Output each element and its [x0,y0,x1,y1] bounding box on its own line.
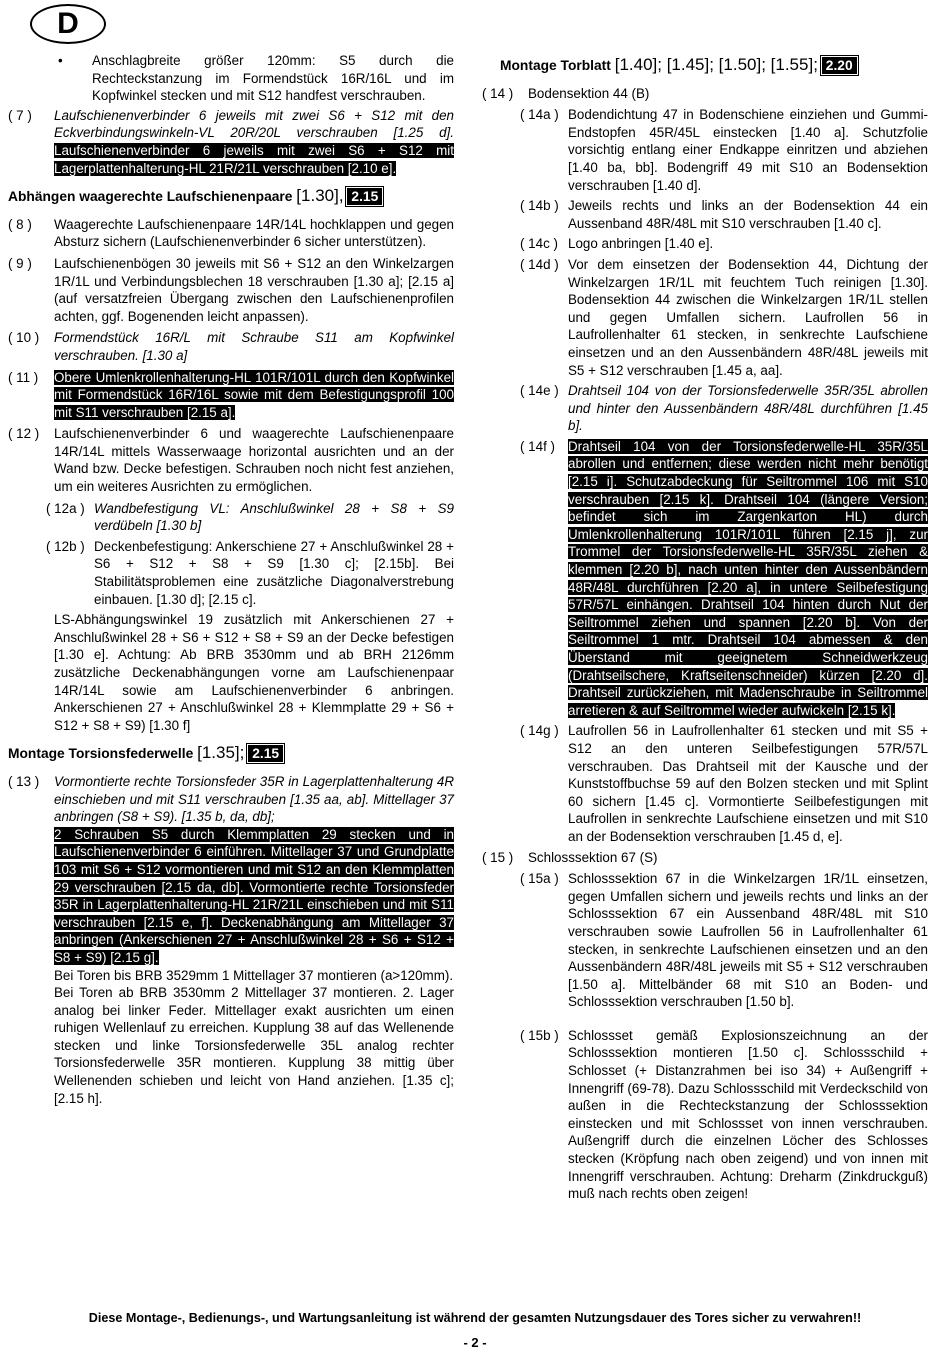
step-text: Laufrollen 56 in Laufrollenhalter 61 stecken und mit S5 + S12 an den unteren Seilbefestigungen 57R/57L verschrauben. Das Drahtseil mit der Kausche und der Kunststoffbuchse 59 auf den Bolzen stecken und mit Splint 60 sichern [1.45 c]. Vormontierte Seilbefestigungen mit Laufrollen in senkrechte Laufschiene einsetzen und mit S10 an der Bodensektion verschrauben [1.45 d, e]. [568,723,928,844]
step-number: ( 15b ) [520,1027,559,1043]
heading-ref: [1.40]; [1.45]; [1.50]; [1.55]; [614,55,818,74]
step-14f [520,438,928,720]
step-12a [46,500,454,535]
step-12 [8,425,454,495]
step-number: ( 14d ) [520,256,559,272]
step-11 [8,369,454,422]
heading-text: Montage Torblatt [500,58,611,73]
step-8 [8,216,454,251]
page-number: - 2 - [463,1335,487,1350]
step-14d [520,256,928,379]
step-text: Bodendichtung 47 in Bodenschiene einziehen und Gummi-Endstopfen 45R/45L einstecken [1.40 a]. Schutzfolie vorsichtig entlang einer Endkappe einritzen und abziehen [1.40 ba, bb]. Bodengriff 49 mit S10 an Bodensektion verschrauben [1.40 d]. [568,107,928,193]
step-number: ( 13 ) [8,773,40,789]
step-10 [8,329,454,364]
heading-text: Abhängen waagerechte Laufschienenpaare [8,189,293,205]
step-number: ( 10 ) [8,330,40,346]
step-text: Bei Toren bis BRB 3529mm 1 Mittellager 37 montieren (a>120mm). [54,967,454,983]
heading-ref-box: 2.15 [347,188,382,205]
step-text: Deckenbefestigung: Ankerschiene 27 + Anschlußwinkel 28 + S6 + S12 + S8 + S9 [1.30 c]; [2.15b]. Bei Stabilitätsproblemen eine zusätzliche Diagonalverstrebung einbauen. [1.30 d]; [2.15 c]. [94,538,454,607]
step-number: ( 15a ) [520,871,559,887]
step-14b [520,197,928,232]
step-7 [8,107,454,177]
step-14a [520,106,928,194]
step-number: ( 14g ) [520,723,559,739]
step-number: ( 14c ) [520,236,558,252]
step-12-note: LS-Abhängungswinkel 19 zusätzlich mit Ankerschienen 27 + Anschlußwinkel 28 + S6 + S12 + S8 + S9 an der Decke befestigen [1.30 e]. Achtung: Ab BRB 3530mm und ab BRH 2126mm zusätzliche Deckenabhängungen vorne am Laufschienenpaar 14R/14L sowie am Laufschienenverbinder 6 anbringen. Ankerschienen 27 + Anschlußwinkel 28 + Klemmplatte 29 + S6 + S12 + S8 + S9) [1.30 f] [54,612,454,733]
country-badge [30,4,106,44]
step-text-highlight: 2 Schrauben S5 durch Klemmplatten 29 stecken und in Laufschienenverbinder 6 einführen. Mittellager 37 und Grundplatte 103 mit S6 + S12 vormontieren und mit S12 an den Klemmplatten 29 verschrauben [2.15 da, db]. Vormontierte rechte Torsionsfeder 35R in Lagerplattenhalterung-HL 21R/21L einschieben und mit S11 verschrauben [2.15 e, f]. Deckenabhängung am Mittellager 37 anbringen (Ankerschienen 27 + Anschlußwinkel 28 + S6 + S12 + S8 + S9) [2.15 g]. [54,826,454,965]
section-heading [8,744,454,763]
step-text: Schlossset gemäß Explosionszeichnung an der Schlosssektion montieren [1.50 c]. Schlossschild + Schlosset (+ Distanzrahmen bei iso 34) + Außengriff + Innengriff (69-78). Dazu Schlossschild mit Verdeckschild von außen in die Rechteckstanzung der Schlosssektion einstecken und mit Schlossset von innen verschrauben. Außengriff durch die einzelnen Löcher des Schlosses stecken (Kröpfung nach oben zeigend) und von innen mit Innengriff verschrauben. Achtung: Dreharm (Zinkdruckguß) muß nach rechts oben zeigen! [568,1027,928,1202]
step-13 [8,773,454,1107]
step-9 [8,255,454,325]
step-text: Bei Toren ab BRB 3530mm 2 Mittellager 37 montieren. 2. Lager analog bei linker Feder. Mittellager exakt ausrichten um einen ruhigen Wellenlauf zu erreichen. Kupplung 38 auf das Wellenende stecken und linke Torsionsfederwelle 35L analog rechter Torsionsfederwelle 35R montieren. Kupplung 38 mittig über Wellenenden schieben und leicht von Hand anziehen. [1.35 c]; [2.15 h]. [54,985,454,1106]
step-number: ( 12a ) [46,500,85,516]
step-number: ( 15 ) [482,849,514,865]
step-number: ( 14e ) [520,383,559,399]
step-text: Schlosssektion 67 in die Winkelzargen 1R/1L einsetzen, gegen Umfallen sichern und jeweils rechts und links an der Schlosssektion 67 ein Aussenband 48R/48L mit S10 verschrauben sowie Laufrollen 56 in Laufrollenhalter 61 stecken, in senkrechte Laufschienen einsetzen und an den Aussenbändern 48R/48L jeweils mit S5 + S12 verschrauben [1.50 a]. Mittelbänder 68 mit S10 an Boden- und Schlosssektion verschrauben [1.50 b]. [568,871,928,1010]
step-text: Vormontierte rechte Torsionsfeder 35R in Lagerplattenhalterung 4R einschieben und mit S11 verschrauben [1.35 aa, ab]. Mittellager 37 anbringen (S8 + S9). [1.35 b, da, db]; [54,773,454,825]
step-number: ( 9 ) [8,255,32,271]
step-number: ( 14a ) [520,107,559,123]
step-text: Waagerechte Laufschienenpaare 14R/14L hochklappen und gegen Absturz sichern (Laufschienenverbinder 6 sicher unterstützen). [54,216,454,250]
list-item [54,52,454,105]
footer-note: Diese Montage-, Bedienungs-, und Wartungsanleitung ist während der gesamten Nutzungsdauer des Tores sicher zu verwahren!! [88,1311,862,1325]
step-number: ( 12b ) [46,538,85,554]
step-text: Logo anbringen [1.40 e]. [568,236,714,252]
step-text: Drahtseil 104 von der Torsionsfederwelle 35R/35L abrollen und hinter den Aussenbändern 48R/48L durchführen [1.45 b]. [568,383,928,434]
step-text: Laufschienenverbinder 6 und waagerechte Laufschienenpaare 14R/14L mittels Wasserwaage horizontal ausrichten und an der Wand bzw. Decke befestigen. Schrauben noch nicht fest anziehen, um ein weiteres Ausrichten zu ermöglichen. [54,426,454,495]
step-14c [520,235,928,253]
step-text: Laufschienenbögen 30 jeweils mit S6 + S12 an den Winkelzargen 1R/1L und Verbindungsblechen 18 verschrauben [1.30 a]; [2.15 a] (auf versatzfreien Übergang zwischen den Laufschienenprofilen achten, ggf. Bogenenden leicht anpassen). [54,255,454,324]
step-text: Wandbefestigung VL: Anschlußwinkel 28 + S8 + S9 verdübeln [1.30 b] [94,500,454,534]
step-12b [46,538,454,608]
step-14g [520,722,928,845]
step-15 [482,849,928,867]
step-text: Formendstück 16R/L mit Schraube S11 am Kopfwinkel verschrauben. [1.30 a] [54,330,454,363]
step-number: ( 14b ) [520,198,559,214]
step-number: ( 11 ) [8,369,39,385]
step-14 [482,85,928,103]
step-number: ( 12 ) [8,426,40,442]
step-number: ( 7 ) [8,107,32,123]
country-code: D [57,7,79,40]
heading-ref-box: 2.20 [822,57,857,74]
step-text-highlight: Drahtseil 104 von der Torsionsfederwelle-HL 35R/35L abrollen und entfernen; diese werden nicht mehr benötigt [2.15 i]. Schutzabdeckung für Seiltrommel 106 mit S10 verschrauben [2.15 k]. Drahtseil 104 (längere Version; befindet sich im Zargenkarton HL) durch Umlenkrollenhalterung 101R/101L führen [2.15 j], zur Trommel der Torsionsfederwelle-HL 35R/35L ziehen & klemmen [2.20 b], nach unten hinter den Aussenbändern 48R/48L durchführen [2.20 a], in untere Seilbefestigung 57R/57L einhängen. Drahtseil 104 hinten durch Nut der Seiltrommel ziehen und spannen [2.20 b]. Von der Seiltrommel 1 mtr. Drahtseil 104 abmessen & den Überstand mit geeignetem Schneidwerkzeug (Drahtseilschere, Kraftseitenschneider) kürzen [2.20 d]. Drahtseil zurückziehen, mit Madenschraube in Seiltrommel arretieren & auf Seiltrommel wieder aufwickeln [2.15 k]. [568,438,928,718]
step-text-highlight: Obere Umlenkrollenhalterung-HL 101R/101L durch den Kopfwinkel mit Formendstück 16R/16L sowie mit dem Befestigungsprofil 100 mit S11 verschrauben [2.15 a]. [54,369,454,420]
heading-ref: [1.35]; [197,743,245,763]
heading-text: Montage Torsionsfederwelle [8,746,194,762]
bullet-icon: • [58,53,63,68]
step-number: ( 8 ) [8,216,32,232]
left-column [8,52,454,1111]
step-14e [520,382,928,435]
step-text-highlight: Laufschienenverbinder 6 jeweils mit zwei S6 + S12 mit Lagerplattenhalterung-HL 21R/21L verschrauben [2.10 e]. [54,142,454,176]
step-text: Schlosssektion 67 (S) [528,849,658,865]
step-number: ( 14f ) [520,438,555,454]
step-15a [520,870,928,1011]
section-heading [8,187,454,206]
bullet-text: Anschlagbreite größer 120mm: S5 durch die Rechteckstanzung im Formendstück 16R/16L und im Kopfwinkel stecken und mit S12 handfest verschrauben. [92,53,454,104]
heading-ref-box: 2.15 [248,745,283,762]
step-text: Laufschienenverbinder 6 jeweils mit zwei S6 + S12 mit den Eckverbindungswinkeln-VL 20R/20L verschrauben [1.25 d]. [54,107,454,141]
step-number: ( 14 ) [482,85,514,101]
right-column [482,52,928,1206]
step-15b [520,1027,928,1203]
step-text: Vor dem einsetzen der Bodensektion 44, Dichtung der Winkelzargen 1R/1L mit feuchtem Tuch reinigen [1.30]. Bodensektion 44 zwischen die Winkelzargen 1R/1L stellen und gegen Umfallen sichern. Laufrollen 56 in Laufrollenhalter 61 stecken, in senkrechte Laufschiene einsetzen und an den Aussenbändern 48R/48L jeweils mit S5 + S12 verschrauben [1.45 a, aa]. [568,256,928,378]
section-heading [500,56,928,75]
step-text: Jeweils rechts und links an der Bodensektion 44 ein Aussenband 48R/48L mit S10 verschrauben [1.40 c]. [568,198,928,231]
step-text: Bodensektion 44 (B) [528,85,650,101]
heading-ref: [1.30], [296,186,344,206]
